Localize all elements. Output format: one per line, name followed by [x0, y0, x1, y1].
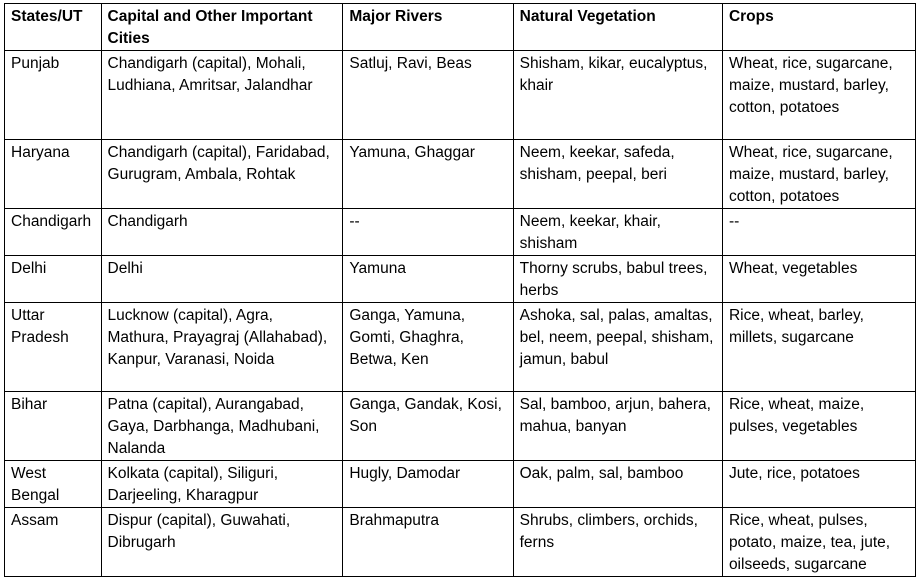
vegetation-cell: Neem, keekar, safeda, shisham, peepal, beri — [513, 140, 722, 209]
table-row — [5, 51, 916, 140]
header-states: States/UT — [5, 4, 102, 51]
state-cell: Chandigarh — [5, 209, 102, 256]
cities-cell: Patna (capital), Aurangabad, Gaya, Darbhanga, Madhubani, Nalanda — [101, 392, 343, 461]
table-row — [5, 392, 916, 461]
cities-cell: Chandigarh — [101, 209, 343, 256]
vegetation-cell: Oak, palm, sal, bamboo — [513, 461, 722, 508]
rivers-cell: Hugly, Damodar — [343, 461, 513, 508]
crops-cell: Jute, rice, potatoes — [722, 461, 915, 508]
crops-cell: Wheat, rice, sugarcane, maize, mustard, barley, cotton, potatoes — [722, 51, 915, 140]
table-row — [5, 303, 916, 392]
vegetation-cell: Shisham, kikar, eucalyptus, khair — [513, 51, 722, 140]
state-cell: Punjab — [5, 51, 102, 140]
header-cities: Capital and Other Important Cities — [101, 4, 343, 51]
rivers-cell: Yamuna — [343, 256, 513, 303]
rivers-cell: Ganga, Yamuna, Gomti, Ghaghra, Betwa, Ken — [343, 303, 513, 392]
cities-cell: Dispur (capital), Guwahati, Dibrugarh — [101, 508, 343, 577]
state-cell: Delhi — [5, 256, 102, 303]
state-cell: Uttar Pradesh — [5, 303, 102, 392]
state-cell: Assam — [5, 508, 102, 577]
cities-cell: Kolkata (capital), Siliguri, Darjeeling, Kharagpur — [101, 461, 343, 508]
rivers-cell: -- — [343, 209, 513, 256]
vegetation-cell: Sal, bamboo, arjun, bahera, mahua, banyan — [513, 392, 722, 461]
vegetation-cell: Shrubs, climbers, orchids, ferns — [513, 508, 722, 577]
cities-cell: Chandigarh (capital), Mohali, Ludhiana, Amritsar, Jalandhar — [101, 51, 343, 140]
state-cell: Haryana — [5, 140, 102, 209]
table-row — [5, 461, 916, 508]
rivers-cell: Yamuna, Ghaggar — [343, 140, 513, 209]
crops-cell: Wheat, rice, sugarcane, maize, mustard, barley, cotton, potatoes — [722, 140, 915, 209]
header-rivers: Major Rivers — [343, 4, 513, 51]
table-row — [5, 256, 916, 303]
table-row — [5, 209, 916, 256]
crops-cell: Wheat, vegetables — [722, 256, 915, 303]
header-crops: Crops — [722, 4, 915, 51]
state-cell: West Bengal — [5, 461, 102, 508]
crops-cell: -- — [722, 209, 915, 256]
state-cell: Bihar — [5, 392, 102, 461]
crops-cell: Rice, wheat, pulses, potato, maize, tea, jute, oilseeds, sugarcane — [722, 508, 915, 577]
rivers-cell: Ganga, Gandak, Kosi, Son — [343, 392, 513, 461]
table-row — [5, 140, 916, 209]
states-table — [4, 3, 916, 577]
rivers-cell: Brahmaputra — [343, 508, 513, 577]
vegetation-cell: Neem, keekar, khair, shisham — [513, 209, 722, 256]
header-row — [5, 4, 916, 51]
header-vegetation: Natural Vegetation — [513, 4, 722, 51]
cities-cell: Lucknow (capital), Agra, Mathura, Prayagraj (Allahabad), Kanpur, Varanasi, Noida — [101, 303, 343, 392]
crops-cell: Rice, wheat, maize, pulses, vegetables — [722, 392, 915, 461]
vegetation-cell: Thorny scrubs, babul trees, herbs — [513, 256, 722, 303]
table-row — [5, 508, 916, 577]
rivers-cell: Satluj, Ravi, Beas — [343, 51, 513, 140]
crops-cell: Rice, wheat, barley, millets, sugarcane — [722, 303, 915, 392]
cities-cell: Chandigarh (capital), Faridabad, Gurugram, Ambala, Rohtak — [101, 140, 343, 209]
vegetation-cell: Ashoka, sal, palas, amaltas, bel, neem, peepal, shisham, jamun, babul — [513, 303, 722, 392]
cities-cell: Delhi — [101, 256, 343, 303]
